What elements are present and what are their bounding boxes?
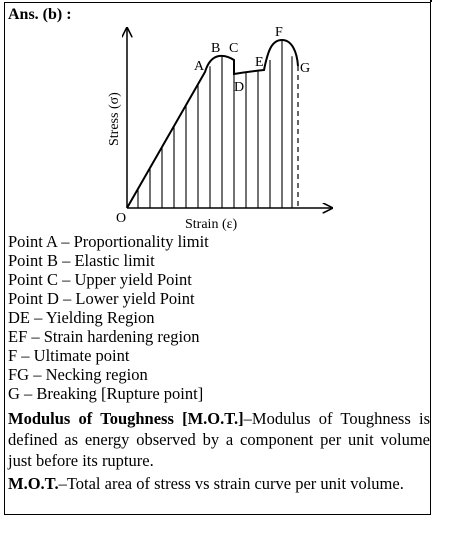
point-label-a: A xyxy=(194,59,205,74)
definition-point-b: Point B – Elastic limit xyxy=(8,251,155,270)
definition-ef: EF – Strain hardening region xyxy=(8,327,200,346)
definition-list xyxy=(8,232,430,403)
toughness-definition xyxy=(8,408,430,471)
mot-text: –Total area of stress vs strain curve per unit volume. xyxy=(58,474,404,493)
definition-point-a: Point A – Proportionality limit xyxy=(8,232,209,251)
point-label-e: E xyxy=(255,55,264,70)
point-label-g: G xyxy=(300,61,311,76)
point-label-c: C xyxy=(229,41,239,56)
definition-point-d: Point D – Lower yield Point xyxy=(8,289,195,308)
stress-strain-diagram xyxy=(0,0,457,232)
toughness-term: Modulus of Toughness [M.O.T.] xyxy=(8,409,244,428)
toughness-area-hatching xyxy=(138,40,292,208)
answer-heading: Ans. (b) : xyxy=(8,6,72,23)
definition-g: G – Breaking [Rupture point] xyxy=(8,384,204,403)
point-label-b: B xyxy=(211,41,221,56)
x-axis-label: Strain (ε) xyxy=(185,217,238,232)
point-label-d: D xyxy=(234,80,245,95)
toughness-text: –Modulus of Toughness is defined as energy observed by a component per unit volume just before its rupture. xyxy=(8,409,430,470)
point-label-f: F xyxy=(275,25,283,40)
origin-label: O xyxy=(116,211,127,226)
definition-f: F – Ultimate point xyxy=(8,346,130,365)
stress-strain-curve xyxy=(127,40,298,208)
definition-de: DE – Yielding Region xyxy=(8,308,155,327)
mot-term: M.O.T. xyxy=(8,474,59,493)
definition-point-c: Point C – Upper yield Point xyxy=(8,270,192,289)
mot-definition xyxy=(8,473,430,494)
definition-fg: FG – Necking region xyxy=(8,365,148,384)
y-axis-label: Stress (σ) xyxy=(107,92,122,146)
